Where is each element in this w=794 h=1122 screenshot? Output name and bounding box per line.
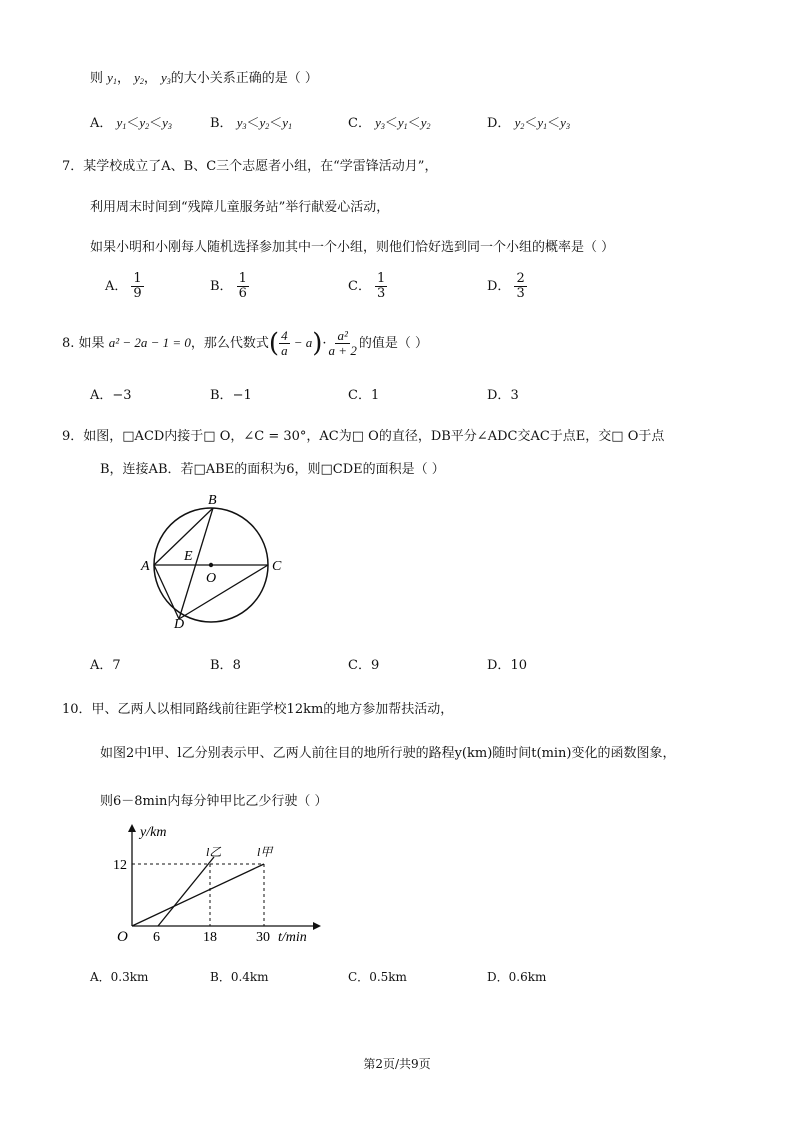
label-d: D bbox=[174, 617, 185, 632]
label-a: A bbox=[141, 559, 150, 574]
x-tick-30: 30 bbox=[256, 930, 270, 945]
center-point bbox=[209, 563, 213, 567]
fraction: $\frac{2}{3}$ bbox=[516, 271, 525, 301]
q8-option-b[interactable]: B．−1 bbox=[210, 388, 252, 403]
q9-option-b[interactable]: B．8 bbox=[210, 658, 241, 673]
q7-line3: 如果小明和小刚每人随机选择参加其中一个小组，则他们恰好选到同一个小组的概率是（ ） bbox=[90, 240, 615, 255]
label-c: C bbox=[272, 559, 282, 574]
label-b: B bbox=[208, 493, 217, 508]
q6-option-d[interactable]: D． $y_2<y_1<y_3$ bbox=[487, 115, 570, 131]
x-tick-6: 6 bbox=[153, 930, 160, 945]
q9-line1: 9．如图，□ACD内接于□ O，∠C = 30°，AC为□ O的直径，DB平分∠ADC交AC于点E，交□ O于点 bbox=[62, 429, 665, 444]
q6-stem: 则 $y_1$， $y_2$， $y_3$的大小关系正确的是（ ） bbox=[90, 70, 318, 86]
q10-option-a[interactable]: A．0.3km bbox=[90, 970, 149, 984]
q7-option-a[interactable]: A． $\frac{1}{9}$ bbox=[105, 271, 142, 301]
q7-line2: 利用周末时间到“残障儿童服务站”举行献爱心活动， bbox=[90, 200, 390, 215]
x-tick-18: 18 bbox=[203, 930, 217, 945]
q8-option-a[interactable]: A．−3 bbox=[90, 388, 132, 403]
page-footer: 第2页/共9页 bbox=[363, 1057, 431, 1071]
q10-option-c[interactable]: C．0.5km bbox=[348, 970, 407, 984]
label-l-jia: l甲 bbox=[257, 845, 273, 859]
q10-line1: 10．甲、乙两人以相同路线前往距学校12km的地方参加帮扶活动， bbox=[62, 702, 454, 717]
line-jia bbox=[132, 864, 264, 926]
chord-dc bbox=[179, 565, 268, 619]
fraction: $\frac{1}{6}$ bbox=[238, 271, 247, 301]
q7-option-c[interactable]: C． $\frac{1}{3}$ bbox=[348, 271, 386, 301]
q9-option-a[interactable]: A．7 bbox=[90, 658, 121, 673]
chord-ad bbox=[154, 565, 179, 619]
x-axis-arrow bbox=[313, 922, 321, 930]
q6-var-y3: $y_3$ bbox=[161, 70, 171, 86]
q6-var-y2: $y_2$ bbox=[134, 70, 144, 86]
label-o: O bbox=[206, 571, 217, 586]
q8-condition: a² − 2a − 1 = 0 bbox=[108, 335, 191, 350]
circle-figure bbox=[130, 488, 300, 638]
q6-option-b[interactable]: B． $y_3<y_2<y_1$ bbox=[210, 115, 293, 131]
q6-option-c[interactable]: C． $y_3<y_1<y_2$ bbox=[348, 115, 431, 131]
label-e: E bbox=[184, 549, 193, 564]
q10-line2: 如图2中l甲、l乙分别表示甲、乙两人前往目的地所行驶的路程y(km)随时间t(min)变化的函数图象， bbox=[100, 746, 676, 761]
fraction: $\frac{1}{9}$ bbox=[133, 271, 142, 301]
fraction: $\frac{1}{3}$ bbox=[376, 271, 386, 301]
q10-option-d[interactable]: D．0.6km bbox=[487, 970, 547, 984]
y-axis-label: y/km bbox=[140, 825, 167, 840]
q9-line2: B，连接AB．若□ABE的面积为6，则□CDE的面积是（ ） bbox=[100, 462, 445, 477]
label-l-yi: l乙 bbox=[206, 845, 222, 859]
q6-suffix: 的大小关系正确的是（ ） bbox=[170, 71, 318, 86]
y-tick-12: 12 bbox=[113, 858, 127, 873]
q8-stem: 8. 如果 a² − 2a − 1 = 0，那么代数式( $\frac{4}{a}$ − a)· $\frac{\text{a²}}{a + 2}$ 的值是（ ） bbox=[62, 328, 428, 359]
q10-option-b[interactable]: B．0.4km bbox=[210, 970, 269, 984]
q9-option-d[interactable]: D．10 bbox=[487, 658, 527, 673]
q10-line3: 则6－8min内每分钟甲比乙少行驶（ ） bbox=[100, 794, 328, 809]
distance-time-graph bbox=[110, 820, 330, 950]
q6-prefix: 则 bbox=[90, 71, 104, 86]
q8-option-c[interactable]: C．1 bbox=[348, 388, 380, 403]
q7-line1: 7．某学校成立了A、B、C三个志愿者小组，在“学雷锋活动月”， bbox=[62, 159, 438, 174]
q6-option-a[interactable]: A． $y_1<y_2<y_3$ bbox=[90, 115, 172, 131]
q7-option-d[interactable]: D． $\frac{2}{3}$ bbox=[487, 271, 525, 301]
q7-option-b[interactable]: B． $\frac{1}{6}$ bbox=[210, 271, 247, 301]
q6-var-y1: $y_1$ bbox=[107, 70, 117, 86]
y-axis-arrow bbox=[128, 824, 136, 832]
q8-option-d[interactable]: D．3 bbox=[487, 388, 519, 403]
x-axis-label: t/min bbox=[278, 930, 307, 945]
q9-option-c[interactable]: C．9 bbox=[348, 658, 380, 673]
origin-label: O bbox=[117, 929, 128, 945]
